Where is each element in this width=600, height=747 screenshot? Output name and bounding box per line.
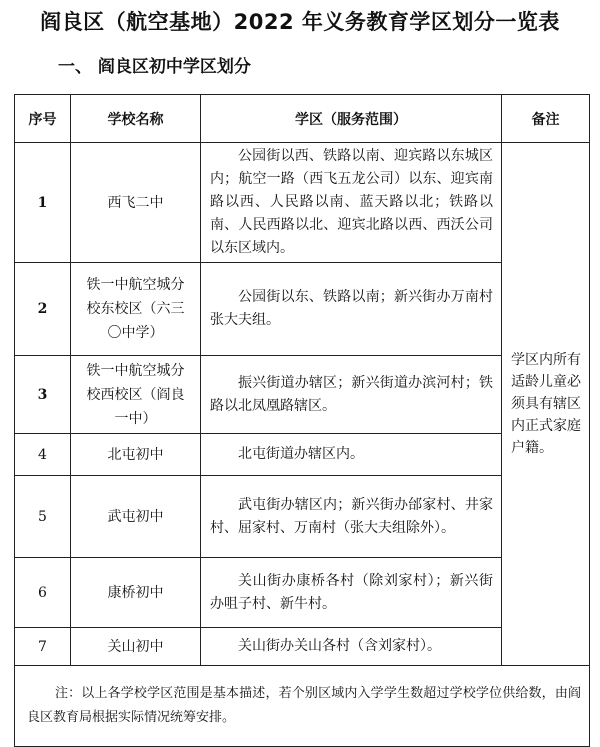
school-name: 武屯初中 — [71, 476, 201, 558]
note-row — [15, 666, 590, 747]
school-name: 北屯初中 — [71, 434, 201, 476]
service-area: 北屯街道办辖区内。 — [201, 434, 502, 476]
remark-cell: 学区内所有适龄儿童必须具有辖区内正式家庭户籍。 — [502, 143, 590, 666]
header-school-name: 学校名称 — [71, 95, 201, 143]
row-number: 1 — [15, 143, 71, 263]
school-name: 关山初中 — [71, 628, 201, 666]
row-number: 7 — [15, 628, 71, 666]
school-name: 铁一中航空城分校东校区（六三〇中学） — [71, 263, 201, 356]
page-title: 阎良区（航空基地）2022 年义务教育学区划分一览表 — [40, 10, 560, 34]
service-area: 武屯街办辖区内；新兴街办邰家村、井家村、屈家村、万南村（张大夫组除外）。 — [201, 476, 502, 558]
school-name: 铁一中航空城分校西校区（阎良一中） — [71, 356, 201, 434]
table-footnote: 注：以上各学校学区范围是基本描述，若个别区域内入学学生数超过学校学位供给数，由阎良区教育局根据实际情况统筹安排。 — [15, 666, 590, 747]
service-area: 公园街以东、铁路以南；新兴街办万南村张大夫组。 — [201, 263, 502, 356]
school-name: 康桥初中 — [71, 558, 201, 628]
district-table — [14, 94, 590, 747]
header-number: 序号 — [15, 95, 71, 143]
header-remarks: 备注 — [502, 95, 590, 143]
service-area: 关山街办关山各村（含刘家村）。 — [201, 628, 502, 666]
section-heading: 一、 阎良区初中学区划分 — [58, 57, 251, 77]
table-header-row — [15, 95, 590, 143]
service-area: 公园街以西、铁路以南、迎宾路以东城区内；航空一路（西飞五龙公司）以东、迎宾南路以西、人民路以南、蓝天路以北；铁路以南、人民西路以北、迎宾北路以西、西沃公司以东区域内。 — [201, 143, 502, 263]
row-number: 5 — [15, 476, 71, 558]
table-row — [15, 143, 590, 263]
school-name: 西飞二中 — [71, 143, 201, 263]
header-service-area: 学区（服务范围） — [201, 95, 502, 143]
service-area: 振兴街道办辖区；新兴街道办滨河村；铁路以北凤凰路辖区。 — [201, 356, 502, 434]
row-number: 2 — [15, 263, 71, 356]
service-area: 关山街办康桥各村（除刘家村）；新兴街办咀子村、新牛村。 — [201, 558, 502, 628]
row-number: 4 — [15, 434, 71, 476]
row-number: 6 — [15, 558, 71, 628]
row-number: 3 — [15, 356, 71, 434]
